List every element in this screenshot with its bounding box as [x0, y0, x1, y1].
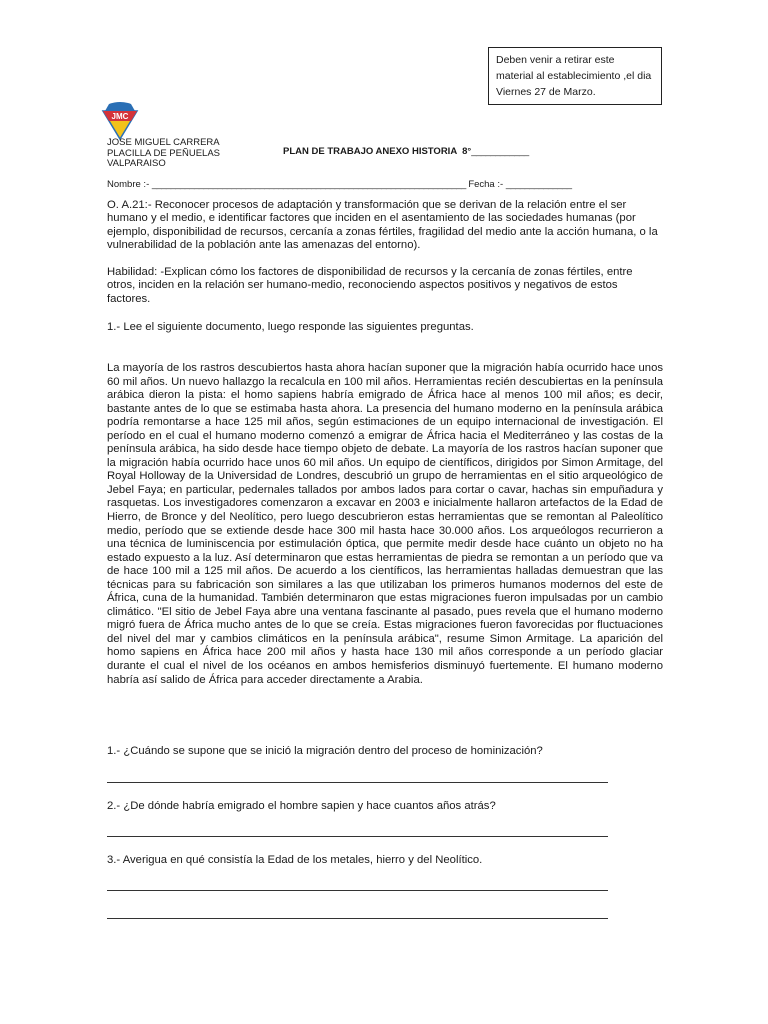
- reading-passage: La mayoría de los rastros descubiertos hasta ahora hacían suponer que la migración había ocurrido hace unos 60 mil años. Un nuevo hallazgo la recalcula en 100 mil años. Herramientas recién descubiertas en la península arábica dieron la pista: el homo sapiens habría emigrado de África hace al menos 100 mil años; es decir, bastante antes de lo que se estimaba hasta ahora. La presencia del humano moderno en la península arábica podría remontarse a hace 125 mil años, según estimaciones de un equipo internacional de investigación. El período en el cual el humano moderno comenzó a emigrar de África hacia el Mediterráneo y las costas de la península arábica, ha sido desde hace tiempo objeto de debate. La mayoría de los rastros hacían suponer que la migración había ocurrido hace unos 60 mil años. Un equipo de científicos, dirigidos por Simon Armitage, del Royal Holloway de la Universidad de Londres, descubrió un grupo de herramientas en el sitio arqueológico de Jebel Faya; en particular, pedernales tallados por ambos lados para cortar o cavar, hachas sin empuñadura y rasquetas. Los investigadores comenzaron a excavar en 2003 e inicialmente hallaron artefactos de la Edad de Hierro, de Bronce y del Neolítico, pero luego descubrieron estas herramientas que se remontan al Paleolítico medio, período que se extiende desde hace 300 mil hasta hace 30.000 años. Los arqueólogos recurrieron a una técnica de luminiscencia por estimulación óptica, que permite medir desde hace cuánto un objeto no ha estado expuesto a la luz. Así determinaron que estas herramientas de piedra se remontan a un período que va de hace 100 mil a 125 mil años. De acuerdo a los científicos, las herramientas halladas demuestran que las técnicas para su fabricación son similares a las que utilizaban los primeros humanos modernos del este de África, cuna de la humanidad. También determinaron que estas migraciones fueron impulsadas por un cambio climático. "El sitio de Jebel Faya abre una ventana fascinante al pasado, pues revela que el humano moderno migró fuera de África mucho antes de lo que se creía. Estas migraciones fueron favorecidas por fluctuaciones del nivel del mar y cambios climáticos en la península arábica", resume Simon Armitage. La aparición del homo sapiens en África hace 200 mil años y hasta hace 130 mil años corresponde a un período glaciar durante el cual el nivel de los océanos en ambos hemisferios disminuyó fuertemente. El humano moderno habría así salido de África para acceder directamente a Arabia.: [107, 362, 663, 686]
- school-name: [107, 138, 220, 170]
- question-3: 3.- Averigua en qué consistía la Edad de los metales, hierro y del Neolítico.: [107, 854, 483, 866]
- answer-line-1[interactable]: [107, 782, 608, 783]
- answer-line-2[interactable]: [107, 836, 608, 837]
- name-label: Nombre :-: [107, 179, 150, 190]
- answer-line-3a[interactable]: [107, 890, 608, 891]
- question-1: 1.- ¿Cuándo se supone que se inició la migración dentro del proceso de hominización?: [107, 745, 543, 757]
- name-field[interactable]: ___________________________________________________________________: [151, 179, 466, 190]
- plan-title-text: PLAN DE TRABAJO ANEXO HISTORIA 8°: [283, 146, 472, 157]
- name-date-row: [107, 179, 571, 190]
- question-2: 2.- ¿De dónde habría emigrado el hombre sapien y hace cuantos años atrás?: [107, 800, 496, 812]
- logo-text: JMC: [111, 112, 129, 121]
- school-line-2: PLACILLA DE PEÑUELAS: [107, 147, 220, 159]
- learning-objective: O. A.21:- Reconocer procesos de adaptación y transformación que se derivan de la relación entre el ser humano y el medio, e identificar factores que inciden en el asentamiento de las sociedades humanas (por ejemplo, disponibilidad de recursos, cercanía a zonas fértiles, fragilidad del medio ante la acción humana, o la vulnerabilidad de la población ante las amenazas del entorno).: [107, 199, 658, 252]
- instruction: 1.- Lee el siguiente documento, luego responde las siguientes preguntas.: [107, 321, 474, 333]
- answer-line-3b[interactable]: [107, 918, 608, 919]
- school-line-1: JOSE MIGUEL CARRERA: [107, 137, 220, 148]
- skill-statement: Habilidad: -Explican cómo los factores de disponibilidad de recursos y la cercanía de zonas fértiles, entre otros, inciden en la relación ser humano-medio, reconociendo aspectos positivos y negativos de estos factores.: [107, 266, 633, 305]
- notice-box: [488, 47, 662, 105]
- school-line-3: VALPARAISO: [107, 158, 166, 169]
- date-label: Fecha :-: [468, 179, 504, 190]
- plan-title-blank: ____________: [471, 146, 529, 157]
- school-logo: [101, 101, 139, 141]
- date-field[interactable]: ______________: [505, 179, 572, 190]
- notice-text: Deben venir a retirar este material al establecimiento ,el dia Viernes 27 de Marzo.: [496, 54, 652, 98]
- plan-title: [283, 146, 529, 157]
